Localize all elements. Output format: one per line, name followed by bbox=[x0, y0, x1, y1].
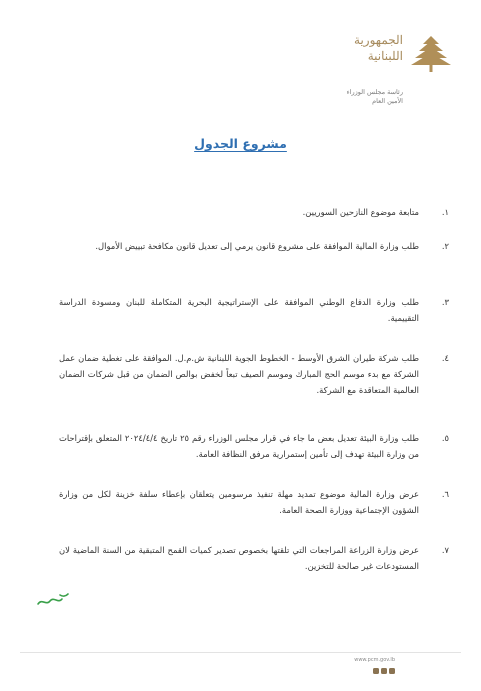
agenda-item bbox=[59, 542, 449, 574]
cedar-tree-icon bbox=[409, 34, 453, 74]
presidency-line-2: الأمين العام bbox=[372, 97, 403, 105]
item-text: متابعة موضوع النازحين السوريين. bbox=[302, 207, 419, 217]
agenda-item bbox=[59, 486, 449, 518]
item-number: ١. bbox=[441, 207, 449, 217]
item-text: طلب وزارة البيئة تعديل بعض ما جاء في قرار مجلس الوزراء رقم ٢٥ تاريخ ٢٠٢٤/٤/٤ المتعلق بإقتراحات من وزارة البيئة تهدف إلى تأمين إستمرارية مرفق النظافة العامة. bbox=[59, 433, 419, 459]
signature-mark bbox=[36, 592, 70, 608]
agenda-item bbox=[59, 350, 449, 398]
footer-divider bbox=[20, 652, 461, 653]
agenda-item bbox=[59, 204, 449, 220]
item-number: ٤. bbox=[441, 353, 449, 363]
agenda-item bbox=[59, 238, 449, 254]
item-text: عرض وزارة المالية موضوع تمديد مهلة تنفيذ مرسومين يتعلقان بإعطاء سلفة خزينة لكل من وزارة الشؤون الإجتماعية ووزارة الصحة العامة. bbox=[59, 489, 419, 515]
item-text: طلب وزارة المالية الموافقة على مشروع قانون يرمي إلى تعديل قانون مكافحة تبييض الأموال. bbox=[95, 241, 419, 251]
facebook-icon[interactable] bbox=[373, 668, 379, 674]
item-text: طلب وزارة الدفاع الوطني الموافقة على الإستراتيجية البحرية المتكاملة للبنان ومسودة الدراسة التقييمية. bbox=[59, 297, 419, 323]
presidency-line-1: رئاسة مجلس الوزراء bbox=[346, 88, 403, 96]
item-number: ٦. bbox=[441, 489, 449, 499]
republic-title bbox=[354, 32, 403, 64]
item-number: ٧. bbox=[441, 545, 449, 555]
footer-url[interactable]: www.pcm.gov.lb bbox=[354, 657, 395, 663]
agenda-item bbox=[59, 430, 449, 462]
letterhead bbox=[323, 30, 453, 120]
page-title: مشروع الجدول bbox=[194, 136, 287, 151]
item-text: عرض وزارة الزراعة المراجعات التي تلقتها بخصوص تصدير كميات القمح المتبقية من السنة الماضية لان المستودعات غير صالحة للتخزين. bbox=[59, 545, 419, 571]
item-number: ٣. bbox=[441, 297, 449, 307]
agenda-item bbox=[59, 294, 449, 326]
republic-line-1: الجمهورية bbox=[354, 33, 403, 47]
item-number: ٢. bbox=[441, 241, 449, 251]
social-links bbox=[373, 668, 395, 674]
presidency-label bbox=[347, 88, 403, 106]
instagram-icon[interactable] bbox=[389, 668, 395, 674]
republic-line-2: اللبنانية bbox=[367, 49, 403, 63]
twitter-icon[interactable] bbox=[381, 668, 387, 674]
item-text: طلب شركة طيران الشرق الأوسط - الخطوط الجوية اللبنانية ش.م.ل. الموافقة على تغطية ضمان عمل الشركة مع بدء موسم الحج المبارك وموسم الصيف تبعاً لخفض بوالص الضمان من قبل شركات الضمان العالمية المتعاقدة مع الشركة. bbox=[59, 353, 419, 395]
item-number: ٥. bbox=[441, 433, 449, 443]
